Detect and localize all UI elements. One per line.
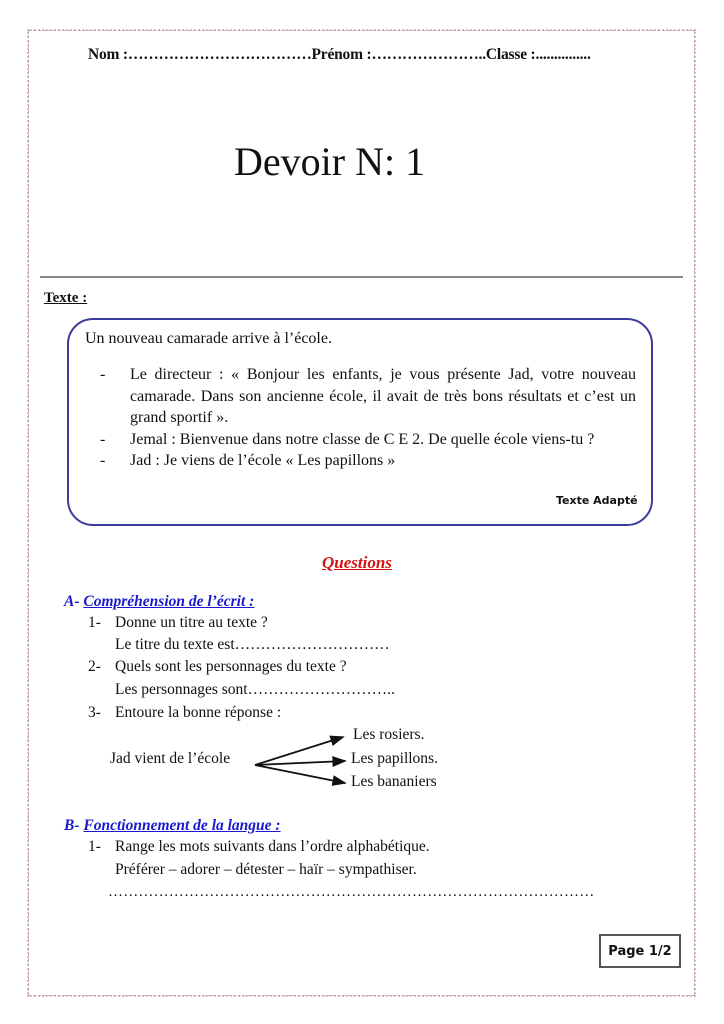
question-number: 2-: [88, 658, 101, 675]
choice-option[interactable]: Les papillons.: [351, 750, 438, 767]
question-text: Quels sont les personnages du texte ?: [115, 658, 347, 675]
section-title: Fonctionnement de la langue :: [83, 817, 281, 834]
question-text: Donne un titre au texte ?: [115, 614, 268, 631]
page-number: Page 1/2: [608, 943, 672, 959]
answer-line-2: Les personnages sont………………………..: [115, 681, 395, 698]
section-prefix: A-: [64, 593, 84, 610]
dialogue-text: Le directeur : « Bonjour les enfants, je vous présente Jad, votre nouveau camarade. Dans son ancienne école, il avait de très bons résultats et c’est un grand sportif ».: [130, 366, 636, 426]
choice-option[interactable]: Les rosiers.: [353, 726, 425, 743]
student-info-line: Nom :………………………………Prénom :…………………..Classe :...............: [88, 46, 591, 63]
section-title: Compréhension de l’écrit :: [83, 593, 255, 610]
dialogue-text: Jad : Je viens de l’école « Les papillons »: [130, 452, 396, 469]
answer-line-b1: ……………………………………………………………………………………: [108, 884, 595, 900]
choice-option[interactable]: Les bananiers: [351, 773, 437, 790]
question-number: 1-: [88, 838, 101, 855]
questions-heading: Questions: [322, 553, 392, 572]
dialogue-text: Jemal : Bienvenue dans notre classe de C E 2. De quelle école viens-tu ?: [130, 430, 595, 448]
document-title: Devoir N: 1: [234, 139, 426, 184]
question-number: 3-: [88, 704, 101, 721]
section-b-heading: [64, 817, 281, 835]
page-number-box: [599, 934, 681, 968]
choice-stem: Jad vient de l’école: [110, 750, 231, 767]
arrow-to-option-3: [255, 765, 345, 783]
text-intro: Un nouveau camarade arrive à l’école.: [85, 330, 332, 347]
dash-marker: -: [100, 366, 106, 383]
question-b1: [88, 838, 430, 856]
word-list: Préférer – adorer – détester – haïr – sympathiser.: [115, 861, 417, 878]
question-text: Range les mots suivants dans l’ordre alphabétique.: [115, 838, 430, 855]
question-text: Entoure la bonne réponse :: [115, 704, 282, 721]
text-section-label: Texte :: [44, 290, 88, 306]
dash-marker: -: [100, 452, 106, 469]
section-prefix: B-: [64, 817, 84, 834]
text-source: Texte Adapté: [556, 494, 638, 507]
question-number: 1-: [88, 614, 101, 631]
dash-marker: -: [100, 430, 106, 448]
answer-line-1: Le titre du texte est…………………………: [115, 636, 390, 653]
